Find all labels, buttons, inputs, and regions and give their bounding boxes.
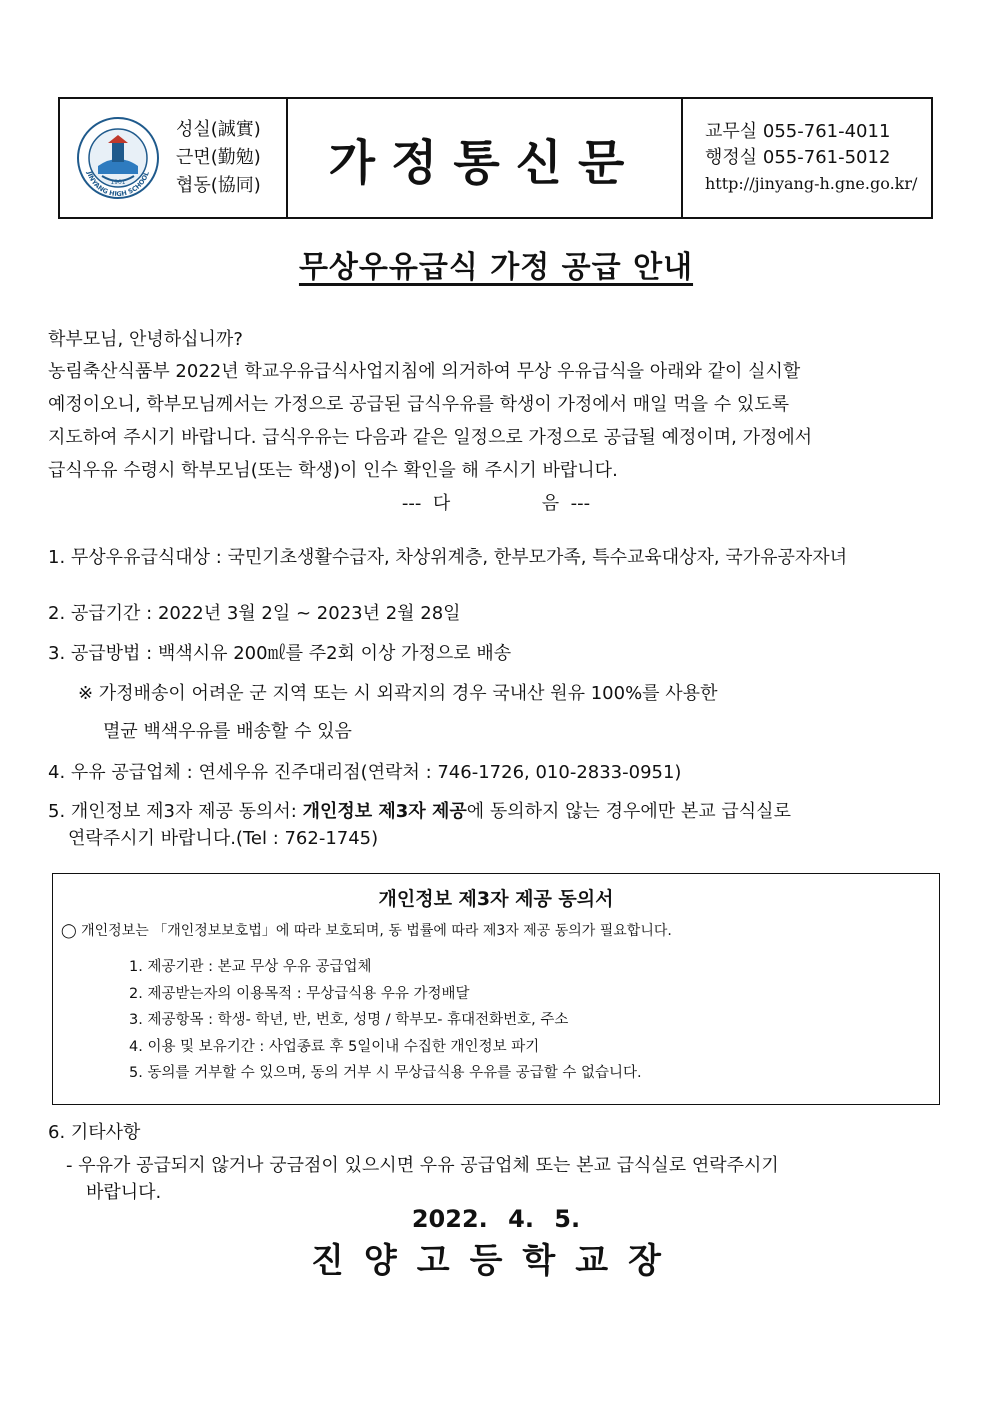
item-2-period: 2. 공급기간 : 2022년 3월 2일 ~ 2023년 2월 28일 (48, 603, 461, 624)
consent-intro: ◯ 개인정보는 「개인정보보호법」에 따라 보호되며, 동 법률에 따라 제3자 제공 동의가 필요합니다. (61, 923, 672, 939)
admin-office-phone: 행정실 055-761-5012 (705, 147, 891, 168)
school-logo (76, 116, 160, 200)
intro-line-3: 지도하여 주시기 바랍니다. 급식우유는 다음과 같은 일정으로 가정으로 공급될 예정이며, 가정에서 (48, 427, 813, 448)
section-divider: --- 다 음 --- (401, 493, 591, 514)
consent-item: 4. 이용 및 보유기간 : 사업종료 후 5일이내 수집한 개인정보 파기 (129, 1038, 540, 1055)
svg-text:JINYANG HIGH SCHOOL: JINYANG HIGH SCHOOL (85, 170, 151, 199)
letterhead-title-cell (288, 99, 683, 217)
consent-title: 개인정보 제3자 제공 동의서 (378, 888, 614, 910)
issue-date: 2022. 4. 5. (411, 1205, 581, 1233)
greeting: 학부모님, 안녕하십니까? (48, 329, 243, 350)
motto-diligence: 근면(勤勉) (176, 147, 261, 168)
consent-item: 2. 제공받는자의 이용목적 : 무상급식용 우유 가정배달 (129, 985, 470, 1002)
item-1-target: 1. 무상우유급식대상 : 국민기초생활수급자, 차상위계층, 한부모가족, 특수교육대상자, 국가유공자자녀 (48, 547, 848, 568)
contact-info (683, 99, 931, 217)
intro-line-4: 급식우유 수령시 학부모님(또는 학생)이 인수 확인을 해 주시기 바랍니다. (48, 460, 618, 481)
principal-signature: 진양고등학교장 (311, 1241, 681, 1281)
consent-items (129, 954, 642, 1087)
motto-cooperation: 협동(協同) (176, 175, 261, 196)
consent-form-box (52, 873, 940, 1105)
item-5-bold: 개인정보 제3자 제공 (302, 801, 467, 822)
item-4-supplier: 4. 우유 공급업체 : 연세우유 진주대리점(연락처 : 746-1726, 010-2833-0951) (48, 762, 682, 783)
item-5-consent: 5. 개인정보 제3자 제공 동의서: 개인정보 제3자 제공에 동의하지 않는 경우에만 본교 급식실로 (48, 801, 791, 822)
svg-text:1901: 1901 (110, 179, 126, 186)
item-6-line-2: 바랍니다. (86, 1182, 162, 1203)
consent-item: 3. 제공항목 : 학생- 학년, 반, 번호, 성명 / 학부모- 휴대전화번호, 주소 (129, 1012, 569, 1028)
intro-line-1: 농림축산식품부 2022년 학교우유급식사업지침에 의거하여 무상 우유급식을 아래와 같이 실시할 (48, 361, 801, 382)
letterhead (58, 97, 933, 219)
item-6-line-1: - 우유가 공급되지 않거나 궁금점이 있으시면 우유 공급업체 또는 본교 급식실로 연락주시기 (66, 1155, 779, 1176)
document-title-text: 무상우유급식 가정 공급 안내 (298, 250, 694, 285)
newsletter-title: 가정통신문 (328, 134, 641, 191)
consent-item: 5. 동의를 거부할 수 있으며, 동의 거부 시 무상급식용 우유를 공급할 수 없습니다. (129, 1065, 642, 1081)
school-url[interactable]: http://jinyang-h.gne.go.kr/ (705, 174, 918, 193)
item-6-title: 6. 기타사항 (48, 1122, 141, 1143)
motto-sincerity: 성실(誠實) (176, 119, 261, 140)
item-3-note-1: ※ 가정배송이 어려운 군 지역 또는 시 외곽지의 경우 국내산 원유 100%를 사용한 (78, 683, 718, 704)
item-5-line-2: 연락주시기 바랍니다.(Tel : 762-1745) (68, 828, 379, 849)
school-mottos (176, 116, 261, 200)
item-3-note-2: 멸균 백색우유를 배송할 수 있음 (103, 721, 352, 742)
document-title (0, 242, 992, 286)
academic-office-phone: 교무실 055-761-4011 (705, 121, 891, 142)
consent-item: 1. 제공기관 : 본교 무상 우유 공급업체 (129, 959, 372, 975)
intro-line-2: 예정이오니, 학부모님께서는 가정으로 공급된 급식우유를 학생이 가정에서 매일 먹을 수 있도록 (48, 394, 790, 415)
letterhead-left (60, 99, 288, 217)
item-3-method: 3. 공급방법 : 백색시유 200㎖를 주2회 이상 가정으로 배송 (48, 643, 512, 664)
